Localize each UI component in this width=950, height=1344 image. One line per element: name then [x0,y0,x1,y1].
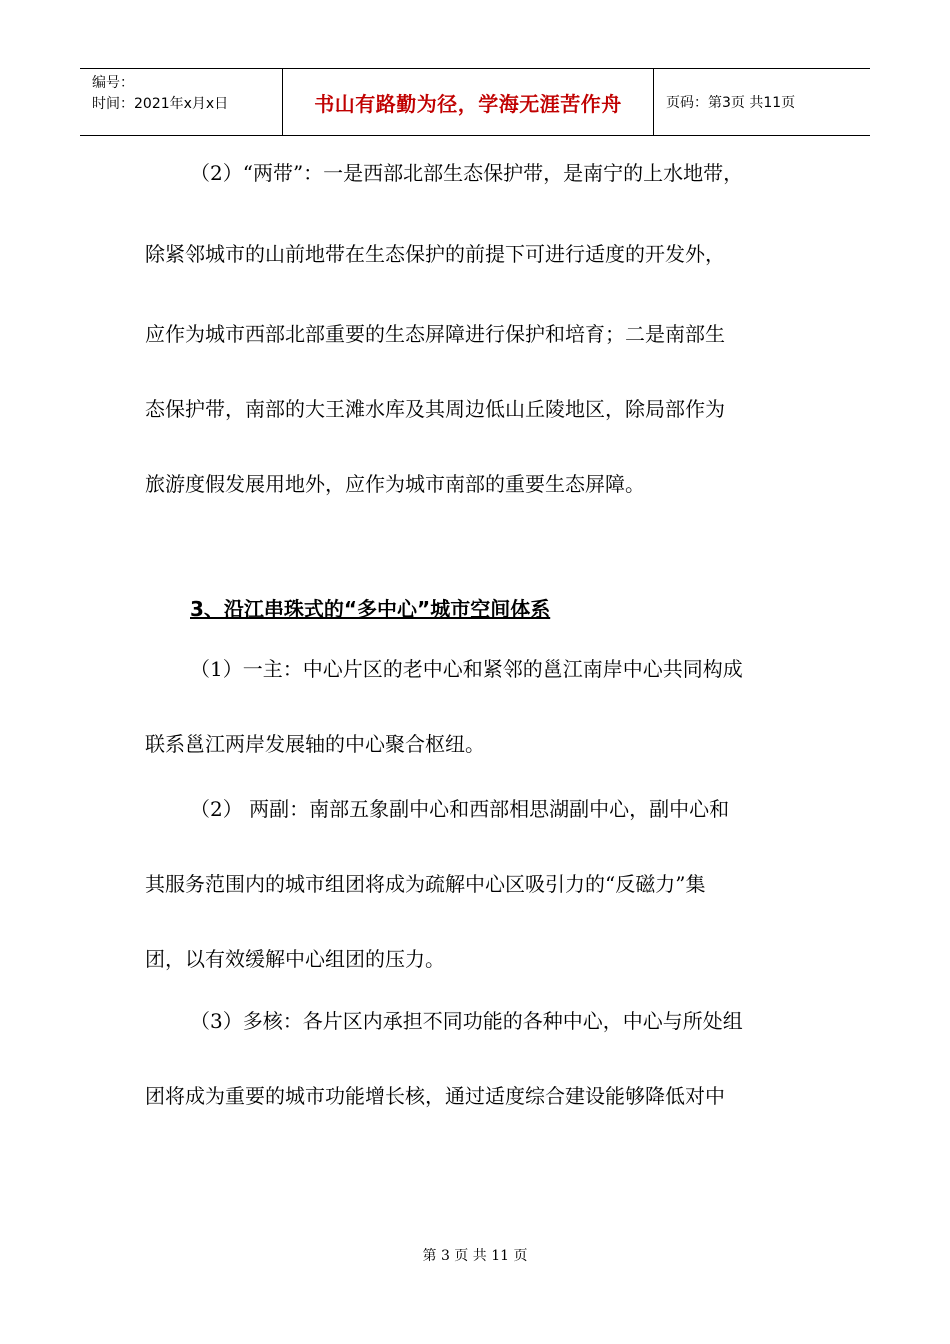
para3-line-2: 其服务范围内的城市组团将成为疏解中心区吸引力的“反磁力”集 [145,872,706,896]
header-page-info [654,69,870,135]
header-motto-cell [282,69,654,135]
header-meta [80,69,282,135]
time-label: 时间：2021年x月x日 [92,96,229,112]
para1-line-3: 应作为城市西部北部重要的生态屏障进行保护和培育；二是南部生 [145,322,725,346]
para4-line-1: （3）多核：各片区内承担不同功能的各种中心，中心与所处组 [190,1009,743,1033]
para2-line-1: （1）一主：中心片区的老中心和紧邻的邕江南岸中心共同构成 [190,657,743,681]
page-info-text: 页码：第3页 共11页 [666,95,796,111]
footer-page-number: 第 3 页 共 11 页 [422,1248,528,1264]
para1-line-5: 旅游度假发展用地外，应作为城市南部的重要生态屏障。 [145,472,645,496]
para3-line-3: 团，以有效缓解中心组团的压力。 [145,947,445,971]
para3-line-1: （2） 两副：南部五象副中心和西部相思湖副中心，副中心和 [190,797,730,821]
para1-line-4: 态保护带，南部的大王滩水库及其周边低山丘陵地区，除局部作为 [145,397,725,421]
para2-line-2: 联系邕江两岸发展轴的中心聚合枢纽。 [145,732,485,756]
para1-line-1: （2）“两带”：一是西部北部生态保护带，是南宁的上水地带， [190,161,744,185]
para4-line-2: 团将成为重要的城市功能增长核，通过适度综合建设能够降低对中 [145,1084,725,1108]
code-label: 编号： [92,75,134,91]
motto-text: 书山有路勤为径，学海无涯苦作舟 [314,91,622,116]
page-footer [0,1245,950,1265]
para1-line-2: 除紧邻城市的山前地带在生态保护的前提下可进行适度的开发外， [145,242,725,266]
page-header [80,68,870,136]
section-heading: 3、沿江串珠式的“多中心”城市空间体系 [190,597,551,621]
